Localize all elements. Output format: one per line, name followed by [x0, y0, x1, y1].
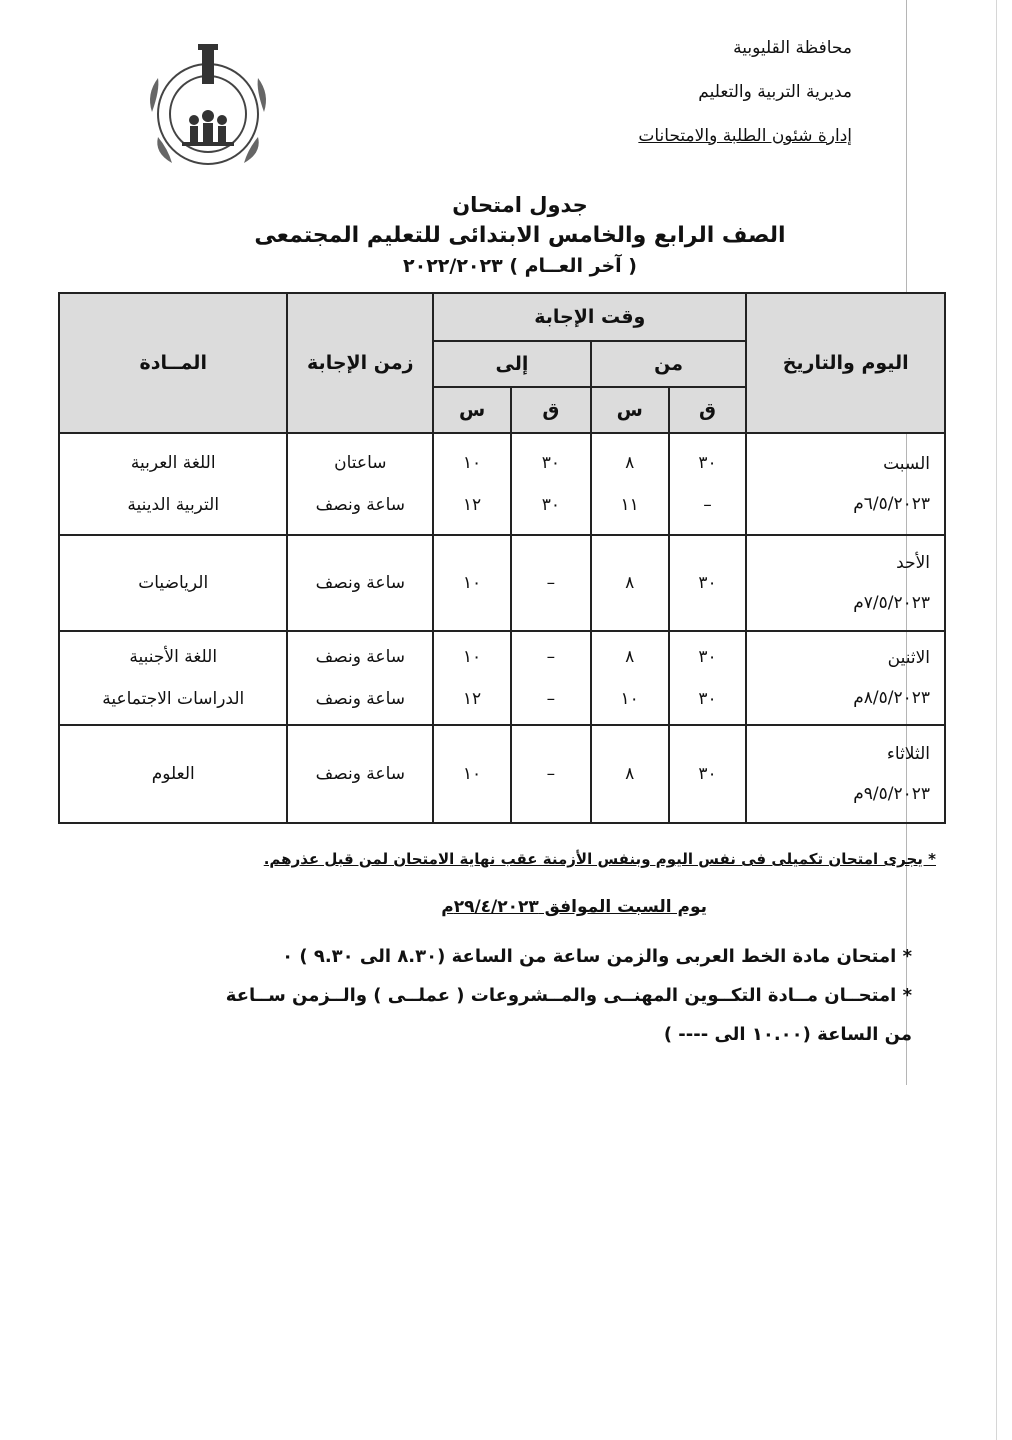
- cell-value: ٣٠: [698, 689, 717, 709]
- exam-date: ٩/٥/٢٠٢٣م: [853, 784, 930, 804]
- cell-value: ١٠: [462, 647, 482, 667]
- cell-value: ١٠: [462, 453, 482, 473]
- grade-title: الصف الرابع والخامس الابتدائى للتعليم المجتمعى: [254, 223, 786, 248]
- from-minutes-cell: [669, 631, 747, 725]
- header-to: إلى: [433, 341, 591, 387]
- page-edge-line: [996, 0, 997, 1440]
- from-hours-cell: [591, 631, 669, 725]
- cell-value: التربية الدينية: [127, 495, 220, 515]
- exam-date: ٦/٥/٢٠٢٣م: [853, 494, 930, 514]
- subject-cell: العلوم: [59, 725, 287, 823]
- from-hours-cell: [591, 433, 669, 535]
- day-date-cell: [746, 725, 945, 823]
- directorate-name: مديرية التربية والتعليم: [698, 82, 852, 102]
- to-hours-cell: [433, 631, 511, 725]
- table-row: [59, 535, 945, 631]
- cell-value: –: [546, 647, 556, 667]
- cell-value: اللغة الأجنبية: [129, 647, 218, 667]
- vocational-exam-line: * امتحــان مــادة التكــوين المهنــى والمــشروعات ( عملــى ) والــزمن ســاعة: [225, 985, 912, 1006]
- exam-date: ٨/٥/٢٠٢٣م: [853, 688, 930, 708]
- subject-cell: [59, 631, 287, 725]
- from-minutes-cell: ٣٠: [669, 725, 747, 823]
- header-duration: زمن الإجابة: [287, 293, 433, 433]
- from-hours-cell: ٨: [591, 535, 669, 631]
- table-row: [59, 433, 945, 535]
- exam-date: ٧/٥/٢٠٢٣م: [853, 593, 930, 613]
- day-name: السبت: [883, 454, 930, 474]
- table-row: [59, 725, 945, 823]
- day-date-cell: [746, 535, 945, 631]
- cell-value: ٣٠: [698, 647, 717, 667]
- day-date-cell: [746, 631, 945, 725]
- day-name: الاثنين: [887, 648, 930, 668]
- header-day-date: اليوم والتاريخ: [746, 293, 945, 433]
- header-from: من: [591, 341, 747, 387]
- exam-schedule-table: [58, 292, 946, 824]
- to-hours-cell: ١٠: [433, 725, 511, 823]
- ministry-logo-icon: [138, 42, 278, 172]
- cell-value: ١٠: [620, 689, 639, 709]
- to-minutes-cell: –: [511, 535, 591, 631]
- header-to-hours: س: [433, 387, 511, 433]
- from-minutes-cell: [669, 433, 747, 535]
- cell-value: ١١: [620, 495, 639, 515]
- cell-value: ساعة ونصف: [315, 495, 405, 515]
- extra-exams: [72, 937, 912, 1054]
- to-hours-cell: [433, 433, 511, 535]
- department-name: إدارة شئون الطلبة والامتحانات: [638, 126, 852, 146]
- saturday-date-heading: يوم السبت الموافق ٢٩/٤/٢٠٢٣م: [441, 897, 707, 917]
- schedule-title: جدول امتحان: [452, 193, 588, 217]
- to-minutes-cell: –: [511, 725, 591, 823]
- cell-value: ٣٠: [698, 453, 717, 473]
- day-name: الأحد: [896, 553, 930, 573]
- cell-value: –: [546, 689, 556, 709]
- duration-cell: [287, 631, 433, 725]
- header-from-minutes: ق: [669, 387, 747, 433]
- calligraphy-exam-line: * امتحان مادة الخط العربى والزمن ساعة من الساعة (٨.٣٠ الى ٩.٣٠ ) ٠: [282, 946, 912, 967]
- duration-cell: [287, 433, 433, 535]
- header-answer-time: وقت الإجابة: [433, 293, 746, 341]
- cell-value: –: [703, 495, 712, 515]
- cell-value: ١٢: [462, 689, 482, 709]
- subject-cell: [59, 433, 287, 535]
- term-title: ( آخر العــام ) ٢٠٢٢/٢٠٢٣: [403, 255, 637, 277]
- cell-value: ساعتان: [334, 453, 387, 473]
- cell-value: ٣٠: [541, 495, 560, 515]
- ministry-header: [638, 38, 852, 170]
- day-date-cell: [746, 433, 945, 535]
- cell-value: ساعة ونصف: [315, 689, 405, 709]
- document-titles: [200, 190, 840, 280]
- to-minutes-cell: [511, 433, 591, 535]
- to-minutes-cell: [511, 631, 591, 725]
- cell-value: ٨: [625, 453, 635, 473]
- duration-cell: ساعة ونصف: [287, 725, 433, 823]
- day-name: الثلاثاء: [886, 744, 930, 764]
- header-to-minutes: ق: [511, 387, 591, 433]
- vocational-exam-time-line: من الساعة (١٠.٠٠ الى ---- ): [663, 1024, 912, 1045]
- cell-value: ٣٠: [541, 453, 560, 473]
- table-row: [59, 631, 945, 725]
- cell-value: ٨: [625, 647, 635, 667]
- makeup-exam-note: * يجرى امتحان تكميلى فى نفس اليوم وبنفس الأزمنة عقب نهاية الامتحان لمن قبل عذرهم.: [263, 850, 936, 868]
- subject-cell: الرياضيات: [59, 535, 287, 631]
- cell-value: ساعة ونصف: [315, 647, 405, 667]
- header-subject: المــادة: [59, 293, 287, 433]
- duration-cell: ساعة ونصف: [287, 535, 433, 631]
- cell-value: ١٢: [462, 495, 482, 515]
- governorate-name: محافظة القليوبية: [733, 38, 852, 58]
- cell-value: الدراسات الاجتماعية: [102, 689, 245, 709]
- from-minutes-cell: ٣٠: [669, 535, 747, 631]
- header-from-hours: س: [591, 387, 669, 433]
- from-hours-cell: ٨: [591, 725, 669, 823]
- cell-value: اللغة العربية: [130, 453, 216, 473]
- to-hours-cell: ١٠: [433, 535, 511, 631]
